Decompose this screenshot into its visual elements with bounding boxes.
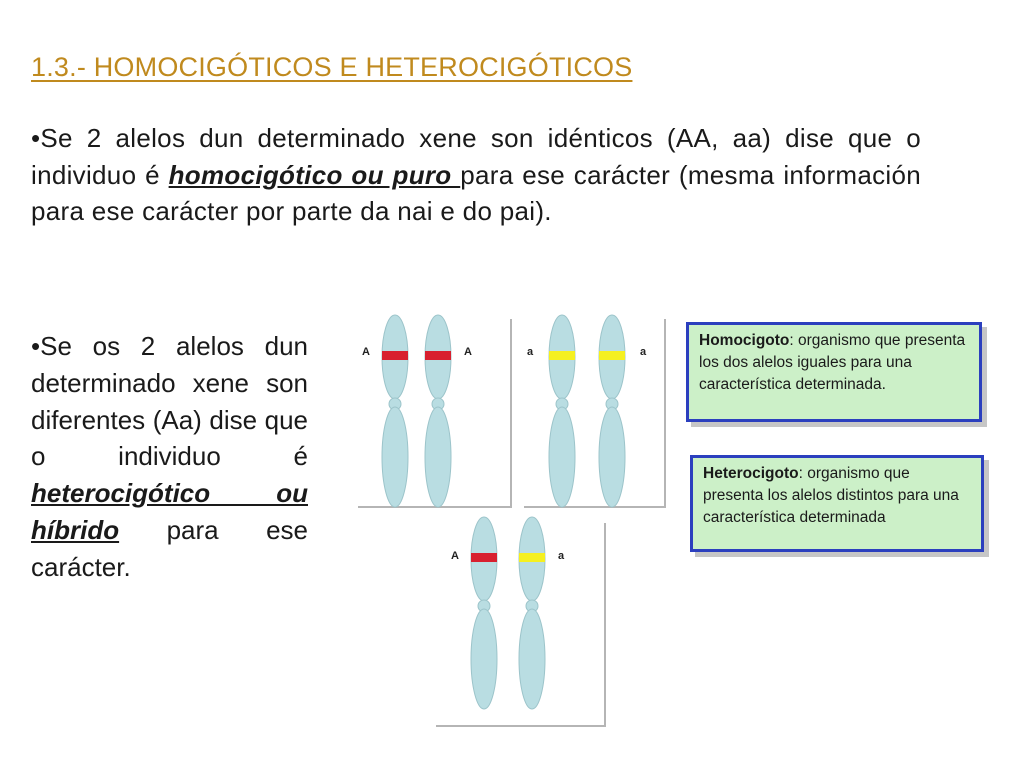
allele-band-5: [471, 553, 497, 562]
allele-label-3: a: [527, 346, 534, 358]
heterocigoto-term: Heterocigoto: [703, 465, 799, 482]
allele-label-4: a: [640, 346, 647, 358]
allele-label-6: a: [558, 550, 565, 562]
heterozygous-paragraph: [31, 328, 308, 586]
allele-band-4: [599, 351, 625, 360]
chromosome-3: [549, 315, 575, 507]
homocigoto-definition-box: [686, 322, 982, 422]
chromosome-6: [519, 517, 545, 709]
slide-title: 1.3.- HOMOCIGÓTICOS E HETEROCIGÓTICOS: [31, 52, 633, 82]
para2-text: •Se os 2 alelos dun determinado xene son diferentes (Aa) dise que o individuo é: [31, 331, 308, 472]
allele-label-5: A: [451, 550, 459, 562]
para1-text: •Se 2 alelos dun determinado xene son idénticos (AA, aa) dise que o individuo é: [31, 123, 921, 190]
homozygous-paragraph: [31, 120, 921, 230]
chromosome-5: [471, 517, 497, 709]
chromosome-figure: [340, 305, 1005, 735]
chromosome-1: [382, 315, 408, 507]
chromosome-2: [425, 315, 451, 507]
hybrid-term: híbrido: [31, 514, 120, 545]
allele-label-1: A: [362, 346, 370, 358]
heterozygous-term: heterocigótico ou: [31, 478, 308, 509]
allele-band-3: [549, 351, 575, 360]
homocigoto-definition: : organismo que presenta los dos alelos iguales para una característica determinada.: [699, 332, 966, 393]
allele-band-2: [425, 351, 451, 360]
allele-band-6: [519, 553, 545, 562]
homocigoto-term: Homocigoto: [699, 332, 790, 349]
homozygous-term: homocigótico ou puro: [168, 159, 461, 190]
heterocigoto-definition: : organismo que presenta los alelos distintos para una característica determinada: [703, 465, 959, 526]
para1-text-end: para ese carácter (mesma información para ese carácter por parte da nai e do pai).: [31, 159, 922, 226]
allele-band-1: [382, 351, 408, 360]
allele-label-2: A: [464, 346, 472, 358]
heterocigoto-definition-box: [690, 455, 984, 552]
chromosome-diagram: [340, 305, 680, 735]
chromosome-4: [599, 315, 625, 507]
para2-text-end: para ese carácter.: [31, 514, 308, 582]
